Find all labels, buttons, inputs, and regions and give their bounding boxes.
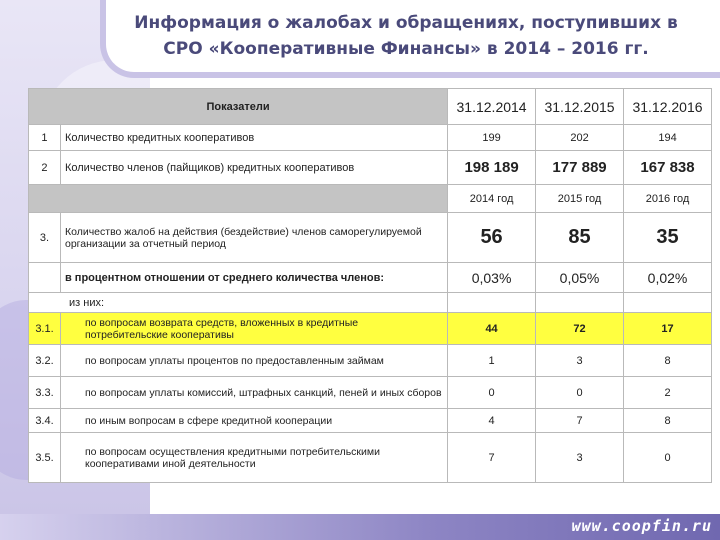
row-value: 8 xyxy=(624,345,712,377)
row-number: 3.1. xyxy=(29,313,61,345)
years-row-spacer xyxy=(29,185,448,213)
row-number-empty xyxy=(29,263,61,293)
of-which-label: из них: xyxy=(29,293,448,313)
table-row xyxy=(29,125,712,151)
row-value: 0 xyxy=(624,433,712,483)
table-row xyxy=(29,313,712,345)
row-value: 44 xyxy=(448,313,536,345)
row-label: Количество кредитных кооперативов xyxy=(60,125,447,151)
date-header: 31.12.2015 xyxy=(536,89,624,125)
row-value: 0 xyxy=(448,377,536,409)
row-value: 202 xyxy=(536,125,624,151)
row-value: 3 xyxy=(536,433,624,483)
row-label: по вопросам уплаты процентов по предоставленным займам xyxy=(60,345,447,377)
row-value: 85 xyxy=(536,213,624,263)
row-value: 7 xyxy=(448,433,536,483)
row-label: по вопросам возврата средств, вложенных в кредитные потребительские кооперативы xyxy=(60,313,447,345)
row-label: Количество жалоб на действия (бездействие) членов саморегулируемой организации за отчетный период xyxy=(60,213,447,263)
years-row xyxy=(29,185,712,213)
row-value: 56 xyxy=(448,213,536,263)
of-which-row xyxy=(29,293,712,313)
title-line-1: Информация о жалобах и обращениях, поступивших в xyxy=(134,13,678,33)
table-row xyxy=(29,345,712,377)
row-value: 17 xyxy=(624,313,712,345)
page-title xyxy=(106,10,706,62)
row-value: 167 838 xyxy=(624,151,712,185)
complaints-table xyxy=(28,88,712,483)
row-label: по вопросам осуществления кредитными потребительскими кооперативами иной деятельности xyxy=(60,433,447,483)
row-number: 1 xyxy=(29,125,61,151)
table-row xyxy=(29,213,712,263)
row-number: 3.2. xyxy=(29,345,61,377)
row-number: 3. xyxy=(29,213,61,263)
row-value: 194 xyxy=(624,125,712,151)
row-value: 72 xyxy=(536,313,624,345)
row-value: 7 xyxy=(536,409,624,433)
row-number: 3.5. xyxy=(29,433,61,483)
table-header-row xyxy=(29,89,712,125)
row-value: 3 xyxy=(536,345,624,377)
year-label: 2015 год xyxy=(536,185,624,213)
date-header: 31.12.2014 xyxy=(448,89,536,125)
row-value: 35 xyxy=(624,213,712,263)
row-label: по вопросам уплаты комиссий, штрафных санкций, пеней и иных сборов xyxy=(60,377,447,409)
year-label: 2014 год xyxy=(448,185,536,213)
percent-label: в процентном отношении от среднего количества членов: xyxy=(60,263,447,293)
indicators-header: Показатели xyxy=(29,89,448,125)
row-value: 4 xyxy=(448,409,536,433)
row-value: 8 xyxy=(624,409,712,433)
row-label: по иным вопросам в сфере кредитной кооперации xyxy=(60,409,447,433)
table-row xyxy=(29,151,712,185)
title-line-2: СРО «Кооперативные Финансы» в 2014 – 2016 гг. xyxy=(163,39,649,59)
table-row xyxy=(29,433,712,483)
row-number: 2 xyxy=(29,151,61,185)
row-value: 2 xyxy=(624,377,712,409)
row-number: 3.4. xyxy=(29,409,61,433)
percent-value: 0,02% xyxy=(624,263,712,293)
row-value: 199 xyxy=(448,125,536,151)
row-value: 0 xyxy=(536,377,624,409)
table-row xyxy=(29,377,712,409)
percent-value: 0,05% xyxy=(536,263,624,293)
percent-value: 0,03% xyxy=(448,263,536,293)
row-value: 1 xyxy=(448,345,536,377)
percent-row xyxy=(29,263,712,293)
row-value: 198 189 xyxy=(448,151,536,185)
title-frame xyxy=(100,0,720,78)
website-url[interactable]: www.coopfin.ru xyxy=(571,517,712,535)
row-value: 177 889 xyxy=(536,151,624,185)
date-header: 31.12.2016 xyxy=(624,89,712,125)
row-label: Количество членов (пайщиков) кредитных кооперативов xyxy=(60,151,447,185)
table-row xyxy=(29,409,712,433)
year-label: 2016 год xyxy=(624,185,712,213)
row-number: 3.3. xyxy=(29,377,61,409)
